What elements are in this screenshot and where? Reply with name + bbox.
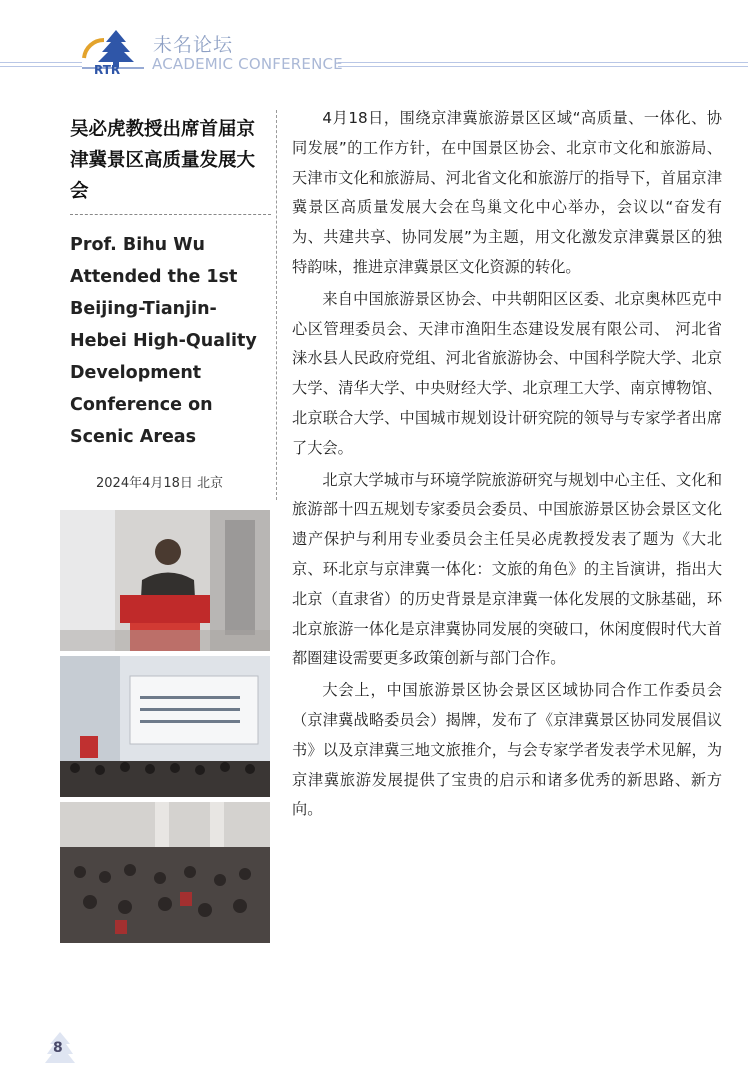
column-separator: [276, 110, 277, 500]
brand-english: ACADEMIC CONFERENCE: [152, 55, 343, 73]
body-paragraph: 4月18日，围绕京津冀旅游景区区域“高质量、一体化、协同发展”的工作方针，在中国景区协会、北京市文化和旅游局、天津市文化和旅游局、河北省文化和旅游厅的指导下，首届京津冀景区高质量发展大会在鸟巢文化中心举办，会议以“奋发有为、共建共享、协同发展”为主题，用文化激发京津冀景区的独特韵味，推进京津冀景区文化资源的转化。: [292, 109, 722, 276]
body-paragraph: 北京大学城市与环境学院旅游研究与规划中心主任、文化和旅游部十四五规划专家委员会委员、中国旅游景区协会景区文化遗产保护与利用专业委员会主任吴必虎教授发表了题为《大北京、环北京与京津冀一体化：文旅的角色》的主旨演讲，指出大北京（直隶省）的历史背景是京津冀一体化发展的文脉基础，环北京旅游一体化是京津冀协同发展的突破口，休闲度假时代大首都圈建设需要更多政策创新与部门合作。: [292, 470, 722, 668]
body-paragraph: 来自中国旅游景区协会、中共朝阳区区委、北京奥林匹克中心区管理委员会、天津市渔阳生态建设发展有限公司、 河北省涞水县人民政府党组、河北省旅游协会、中国科学院大学、北京大学、清华大学、中央财经大学、北京理工大学、南京博物馆、北京联合大学、中国城市规划设计研究院的领导与专家学者出席了大会。: [292, 289, 722, 457]
article-title-en: Prof. Bihu Wu Attended the 1st Beijing-Tianjin-Hebei High-Quality Development Conference on Scenic Areas: [70, 235, 257, 447]
body-paragraph: 大会上，中国旅游景区协会景区区域协同合作工作委员会（京津冀战略委员会）揭牌，发布了《京津冀景区协同发展倡议书》以及京津冀三地文旅推介，与会专家学者发表学术见解，为京津冀旅游发展提供了宝贵的启示和诸多优秀的新思路、新方向。: [292, 681, 722, 819]
title-divider: [70, 214, 271, 215]
rtr-logo-icon: [78, 28, 148, 76]
header-rule: [338, 62, 748, 63]
article-title-cn: 吴必虎教授出席首届京津冀景区高质量发展大会: [70, 119, 256, 202]
page-number: 8: [53, 1040, 63, 1056]
page-header: [0, 0, 748, 85]
header-rule: [0, 62, 82, 63]
article-body: [292, 104, 722, 827]
presentation-screen-photo: [60, 656, 270, 797]
header-rule: [338, 66, 748, 67]
article-dateline: 2024年4月18日 北京: [96, 476, 224, 491]
svg-text:RTR: RTR: [94, 63, 121, 76]
brand-chinese: 未名论坛: [153, 34, 234, 56]
audience-hall-photo: [60, 802, 270, 943]
speaker-at-podium-photo: [60, 510, 270, 651]
header-rule: [0, 66, 82, 67]
